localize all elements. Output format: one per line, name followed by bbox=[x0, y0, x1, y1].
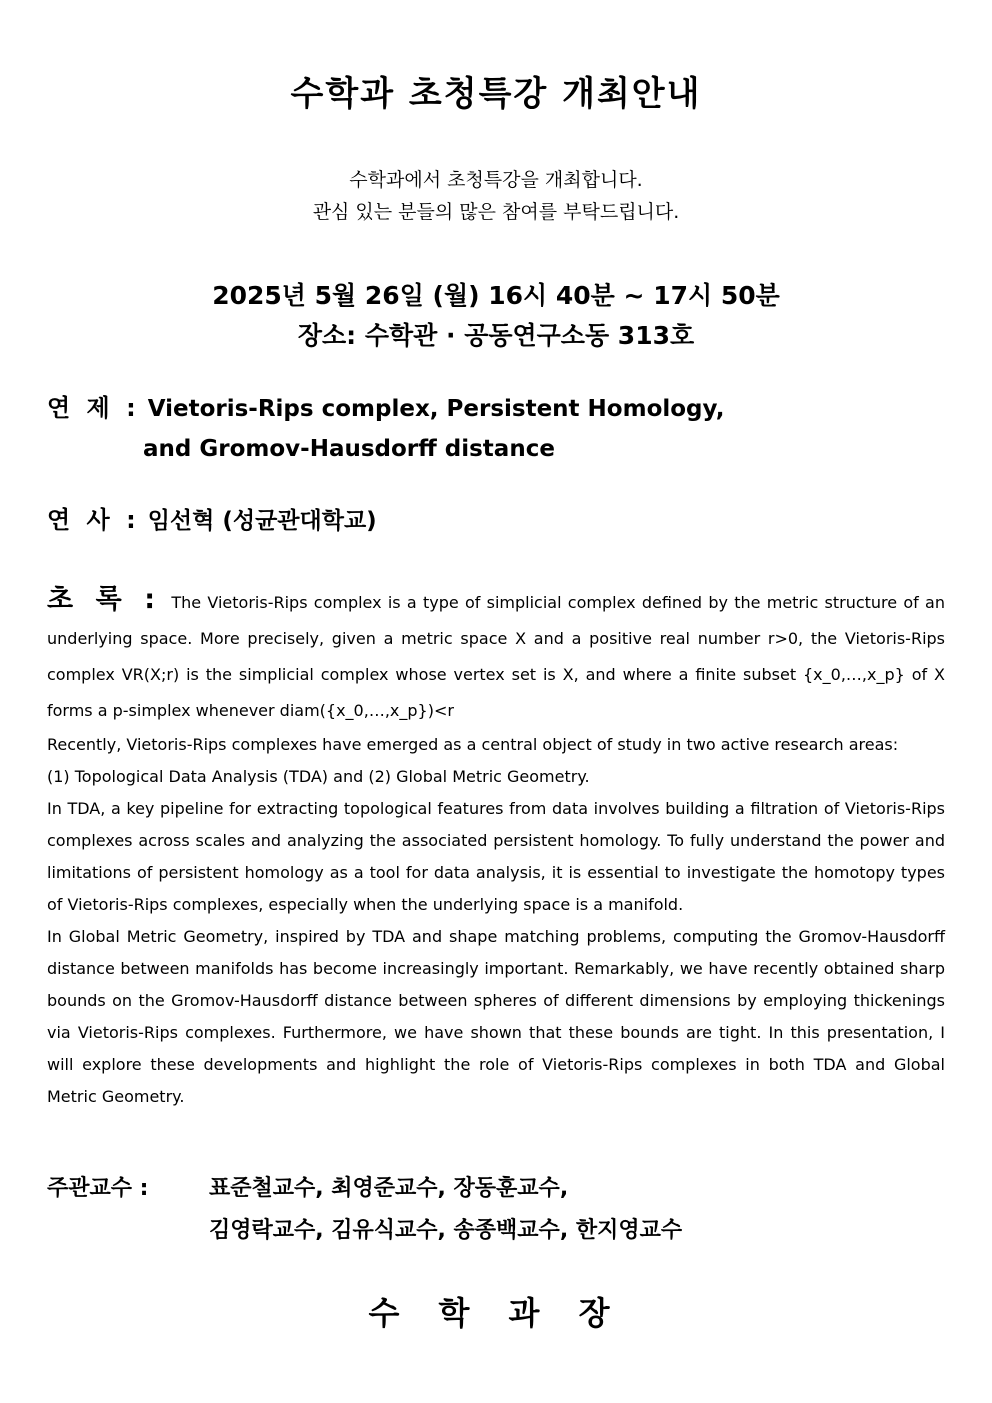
abstract-paragraph: In TDA, a key pipeline for extracting topological features from data involves building a filtration of Vietoris-Rips complexes across scales and analyzing the associated persistent homology. To fully understand the power and limitations of persistent homology as a tool for data analysis, it is essential to investigate the homotopy types of Vietoris-Rips complexes, especially when the underlying space is a manifold. bbox=[47, 799, 945, 914]
event-datetime: 2025년 5월 26일 (월) 16시 40분 ~ 17시 50분 bbox=[212, 281, 780, 310]
speaker-label: 연 사 : bbox=[47, 506, 140, 534]
abstract-paragraph: (1) Topological Data Analysis (TDA) and (2) Global Metric Geometry. bbox=[47, 767, 590, 786]
abstract-paragraph bbox=[47, 582, 945, 729]
event-location: 장소: 수학관 · 공동연구소동 313호 bbox=[297, 321, 695, 350]
abstract-label: 초 록 : bbox=[47, 584, 162, 615]
hosts-section bbox=[47, 1168, 947, 1252]
page-title: 수학과 초청특강 개최안내 bbox=[290, 74, 702, 114]
topic-line-2: and Gromov-Hausdorff distance bbox=[143, 436, 555, 462]
speaker-name: 임선혁 (성균관대학교) bbox=[147, 508, 377, 534]
hosts-line-1: 표준철교수, 최영준교수, 장동훈교수, bbox=[209, 1176, 569, 1201]
topic-label: 연 제 : bbox=[47, 394, 140, 422]
intro-line-1: 수학과에서 초청특강을 개최합니다. bbox=[349, 169, 643, 191]
abstract-paragraph-text: The Vietoris-Rips complex is a type of simplicial complex defined by the metric structure of an underlying space. More precisely, given a metric space X and a positive real number r>0, the Vietoris-Rips complex VR(X;r) is the simplicial complex whose vertex set is X, and where a finite subset {x_0,…,x_p} of X forms a p-simplex whenever diam({x_0,…,x_p})<r bbox=[47, 593, 945, 720]
intro-line-2: 관심 있는 분들의 많은 참여를 부탁드립니다. bbox=[312, 201, 680, 223]
intro-text bbox=[0, 164, 992, 228]
hosts-label: 주관교수 : bbox=[47, 1176, 149, 1201]
topic-line-1: Vietoris-Rips complex, Persistent Homology, bbox=[147, 396, 725, 422]
abstract-section bbox=[47, 582, 945, 1113]
signature-department-head: 수 학 과 장 bbox=[368, 1294, 624, 1332]
event-info bbox=[0, 276, 992, 356]
speaker-section bbox=[47, 502, 947, 539]
abstract-paragraph: In Global Metric Geometry, inspired by TDA and shape matching problems, computing the Gromov-Hausdorff distance between manifolds has become increasingly important. Remarkably, we have recently obtained sharp bounds on the Gromov-Hausdorff distance between spheres of different dimensions by employing thickenings via Vietoris-Rips complexes. Furthermore, we have shown that these bounds are tight. In this presentation, I will explore these developments and highlight the role of Vietoris-Rips complexes in both TDA and Global Metric Geometry. bbox=[47, 927, 945, 1106]
hosts-line-2: 김영락교수, 김유식교수, 송종백교수, 한지영교수 bbox=[209, 1218, 683, 1243]
abstract-paragraph: Recently, Vietoris-Rips complexes have emerged as a central object of study in two active research areas: bbox=[47, 735, 899, 754]
topic-section bbox=[47, 388, 947, 469]
